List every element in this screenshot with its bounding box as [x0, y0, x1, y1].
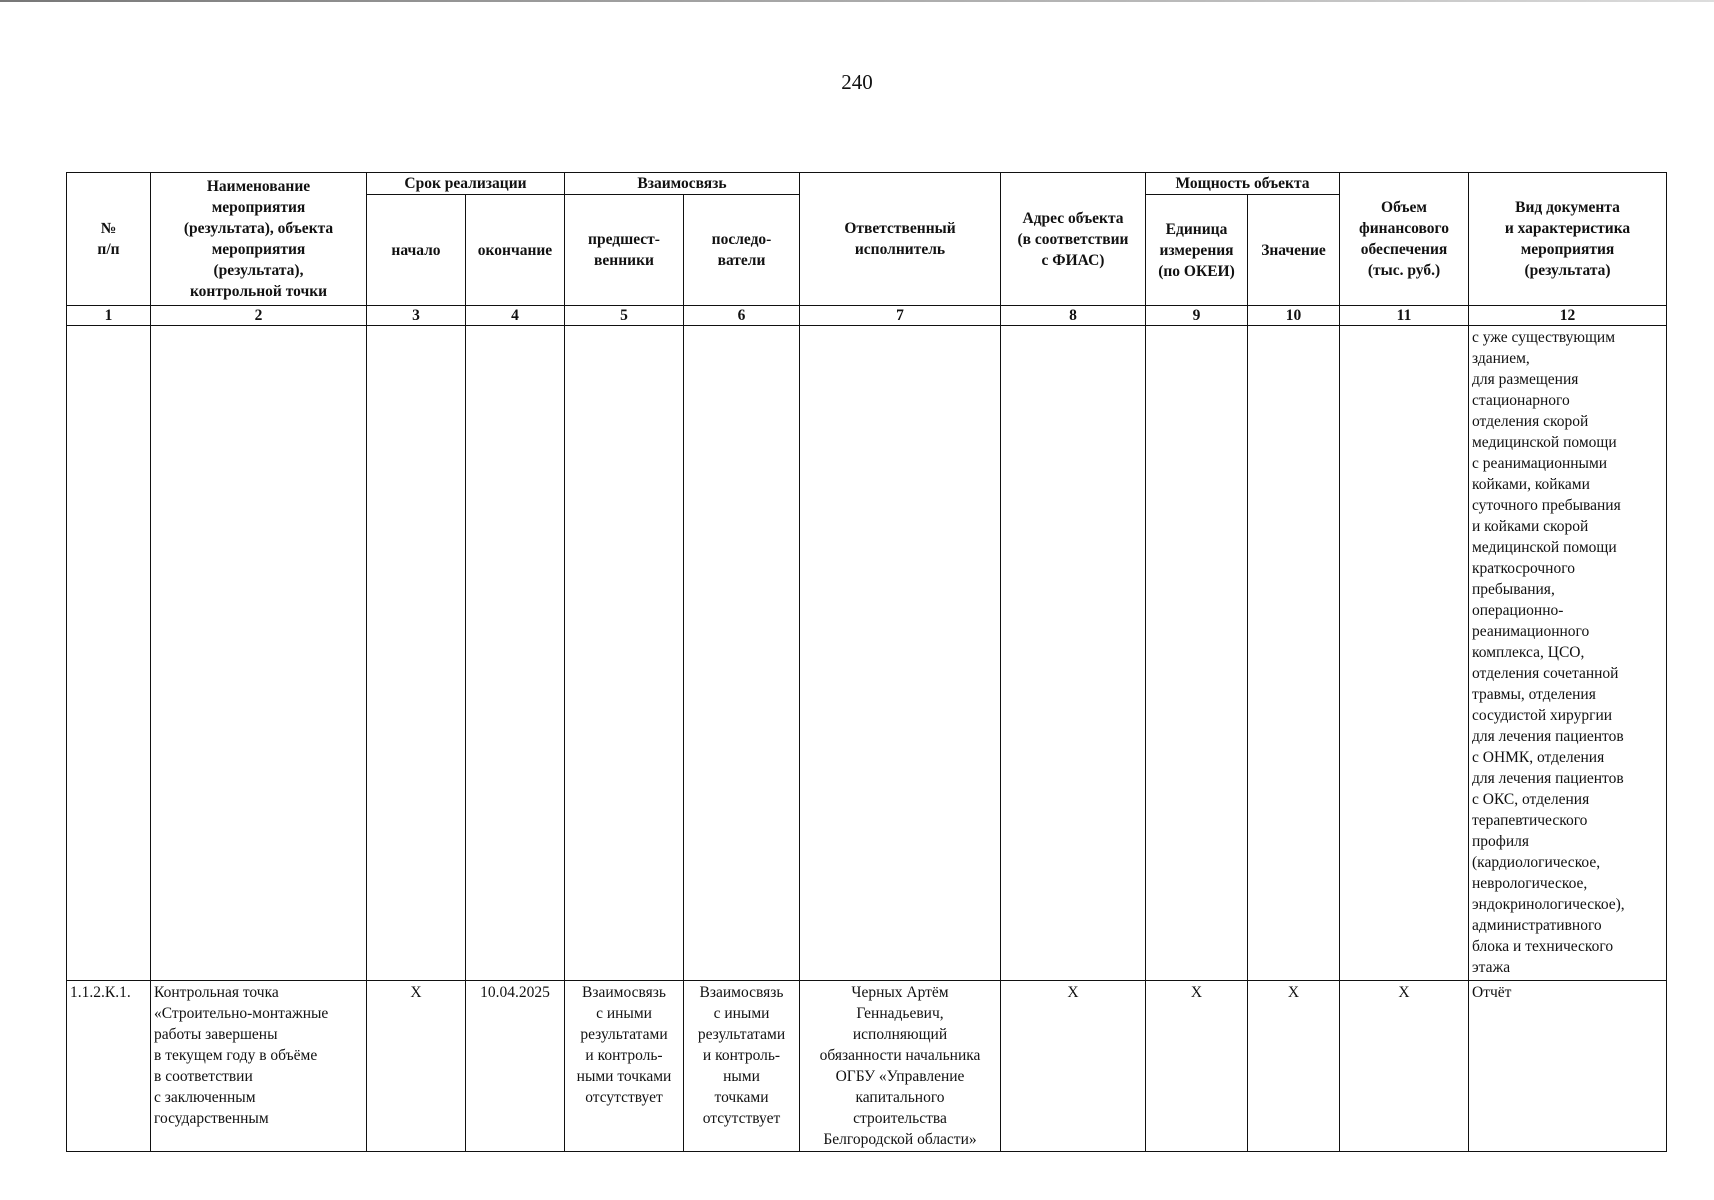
control-point-name: Контрольная точка «Строительно-монтажные работы завершены в текущем году в объёме в соответствии с заключенным государственным	[151, 981, 367, 1152]
table-cell	[367, 326, 466, 981]
header-document: Вид документа и характеристика мероприятия (результата)	[1469, 173, 1667, 306]
table-cell	[151, 326, 367, 981]
header-predecessors: предшест- венники	[565, 195, 684, 306]
control-point-finance: X	[1340, 981, 1469, 1152]
table-cell	[1146, 326, 1248, 981]
column-number: 2	[151, 306, 367, 326]
control-point-address: X	[1001, 981, 1146, 1152]
column-number: 1	[67, 306, 151, 326]
activity-plan-table	[66, 172, 1667, 1152]
column-number: 4	[466, 306, 565, 326]
header-responsible: Ответственный исполнитель	[800, 173, 1001, 306]
table-cell	[1248, 326, 1340, 981]
control-point-responsible: Черных Артём Геннадьевич, исполняющий обязанности начальника ОГБУ «Управление капитального строительства Белгородской области»	[800, 981, 1001, 1152]
header-group-implementation-period: Срок реализации	[367, 173, 565, 195]
table-cell	[565, 326, 684, 981]
control-point-number: 1.1.2.К.1.	[67, 981, 151, 1152]
top-scan-edge	[0, 0, 1714, 2]
header-end: окончание	[466, 195, 565, 306]
header-name: Наименование мероприятия (результата), объекта мероприятия (результата), контрольной точки	[151, 173, 367, 306]
column-number: 10	[1248, 306, 1340, 326]
header-unit: Единица измерения (по ОКЕИ)	[1146, 195, 1248, 306]
table-row-continuation	[67, 326, 1667, 981]
column-number: 3	[367, 306, 466, 326]
table-cell	[684, 326, 800, 981]
table-cell	[800, 326, 1001, 981]
header-number: № п/п	[67, 173, 151, 306]
header-start: начало	[367, 195, 466, 306]
header-address: Адрес объекта (в соответствии с ФИАС)	[1001, 173, 1146, 306]
header-group-relationship: Взаимосвязь	[565, 173, 800, 195]
control-point-value: X	[1248, 981, 1340, 1152]
control-point-predecessors: Взаимосвязь с иными результатами и контроль- ными точками отсутствует	[565, 981, 684, 1152]
table-cell	[67, 326, 151, 981]
column-number: 7	[800, 306, 1001, 326]
header-group-capacity: Мощность объекта	[1146, 173, 1340, 195]
table-row-control-point	[67, 981, 1667, 1152]
table-cell	[1340, 326, 1469, 981]
column-number: 8	[1001, 306, 1146, 326]
control-point-successors: Взаимосвязь с иными результатами и контроль- ными точками отсутствует	[684, 981, 800, 1152]
header-successors: последо- ватели	[684, 195, 800, 306]
control-point-document: Отчёт	[1469, 981, 1667, 1152]
column-number: 5	[565, 306, 684, 326]
table-cell	[1001, 326, 1146, 981]
column-number-row	[67, 306, 1667, 326]
document-description-continued: с уже существующим зданием, для размещения стационарного отделения скорой медицинской помощи с реанимационными койками, койками суточного пребывания и койками скорой медицинской помощи краткосрочного пребывания, операционно- реанимационного комплекса, ЦСО, отделения сочетанной травмы, отделения сосудистой хирургии для лечения пациентов с ОНМК, отделения для лечения пациентов с ОКС, отделения терапевтического профиля (кардиологическое, неврологическое, эндокринологическое), административного блока и технического этажа	[1469, 326, 1667, 981]
header-value: Значение	[1248, 195, 1340, 306]
header-finance: Объем финансового обеспечения (тыс. руб.)	[1340, 173, 1469, 306]
column-number: 11	[1340, 306, 1469, 326]
control-point-start: X	[367, 981, 466, 1152]
column-number: 9	[1146, 306, 1248, 326]
control-point-end: 10.04.2025	[466, 981, 565, 1152]
control-point-unit: X	[1146, 981, 1248, 1152]
table-cell	[466, 326, 565, 981]
column-number: 6	[684, 306, 800, 326]
column-number: 12	[1469, 306, 1667, 326]
page-number: 240	[841, 70, 873, 94]
